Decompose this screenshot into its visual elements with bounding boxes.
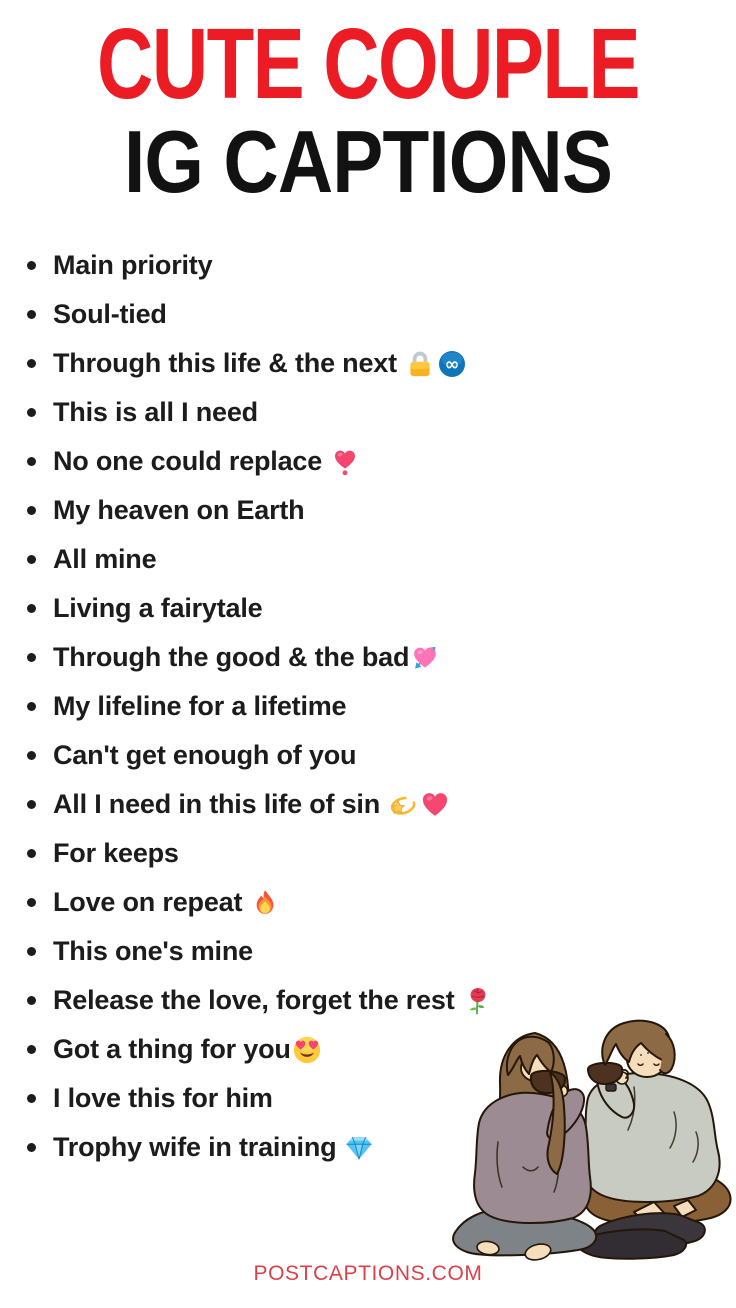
caption-text: Through this life & the next xyxy=(53,348,397,378)
caption-text: My heaven on Earth xyxy=(53,495,305,525)
list-item xyxy=(27,486,736,535)
caption-text: Love on repeat xyxy=(53,887,243,917)
caption-text: Living a fairytale xyxy=(53,593,263,623)
caption-text: Trophy wife in training xyxy=(53,1132,337,1162)
infinity-icon xyxy=(437,349,467,379)
bullet-dot xyxy=(27,1143,36,1152)
list-item xyxy=(27,290,736,339)
bullet-dot xyxy=(27,849,36,858)
caption-text: All mine xyxy=(53,544,157,574)
bullet-dot xyxy=(27,457,36,466)
bullet-dot xyxy=(27,604,36,613)
bullet-dot xyxy=(27,996,36,1005)
list-item xyxy=(27,633,736,682)
caption-text: For keeps xyxy=(53,838,179,868)
fire-icon xyxy=(250,888,280,918)
list-item xyxy=(27,535,736,584)
bullet-dot xyxy=(27,800,36,809)
bullet-dot xyxy=(27,261,36,270)
bullet-dot xyxy=(27,555,36,564)
bullet-dot xyxy=(27,702,36,711)
caption-text: Can't get enough of you xyxy=(53,740,357,770)
dizzy-icon xyxy=(388,790,418,820)
caption-text: Through the good & the bad xyxy=(53,642,410,672)
bullet-dot xyxy=(27,947,36,956)
list-item xyxy=(27,241,736,290)
page-title: CUTE COUPLE xyxy=(97,8,639,120)
bullet-dot xyxy=(27,1094,36,1103)
caption-text: Soul-tied xyxy=(53,299,167,329)
lock-icon xyxy=(405,349,435,379)
list-item xyxy=(27,339,736,388)
list-item xyxy=(27,731,736,780)
list-item xyxy=(27,927,736,976)
list-item xyxy=(27,878,736,927)
list-item xyxy=(27,780,736,829)
heart-exclamation-icon xyxy=(330,447,360,477)
bullet-dot xyxy=(27,408,36,417)
bullet-dot xyxy=(27,506,36,515)
bullet-dot xyxy=(27,751,36,760)
caption-text: This one's mine xyxy=(53,936,253,966)
pink-heart-icon xyxy=(420,790,450,820)
page-subtitle: IG CAPTIONS xyxy=(123,112,613,211)
caption-text: Release the love, forget the rest xyxy=(53,985,455,1015)
rose-icon xyxy=(463,986,493,1016)
couple-illustration xyxy=(438,1012,736,1278)
caption-text: No one could replace xyxy=(53,446,323,476)
bullet-dot xyxy=(27,359,36,368)
caption-text: All I need in this life of sin xyxy=(53,789,381,819)
heart-eyes-icon xyxy=(292,1035,322,1065)
caption-text: This is all I need xyxy=(53,397,258,427)
bullet-dot xyxy=(27,310,36,319)
bullet-dot xyxy=(27,898,36,907)
list-item xyxy=(27,437,736,486)
list-item xyxy=(27,388,736,437)
website-credit: POSTCAPTIONS.COM xyxy=(253,1262,483,1285)
gem-icon xyxy=(344,1133,374,1163)
list-item xyxy=(27,682,736,731)
list-item xyxy=(27,829,736,878)
caption-text: My lifeline for a lifetime xyxy=(53,691,347,721)
caption-text: Got a thing for you xyxy=(53,1034,291,1064)
caption-text: Main priority xyxy=(53,250,213,280)
bullet-dot xyxy=(27,653,36,662)
heart-with-arrow-icon xyxy=(410,643,440,673)
bullet-dot xyxy=(27,1045,36,1054)
list-item xyxy=(27,584,736,633)
caption-text: I love this for him xyxy=(53,1083,273,1113)
